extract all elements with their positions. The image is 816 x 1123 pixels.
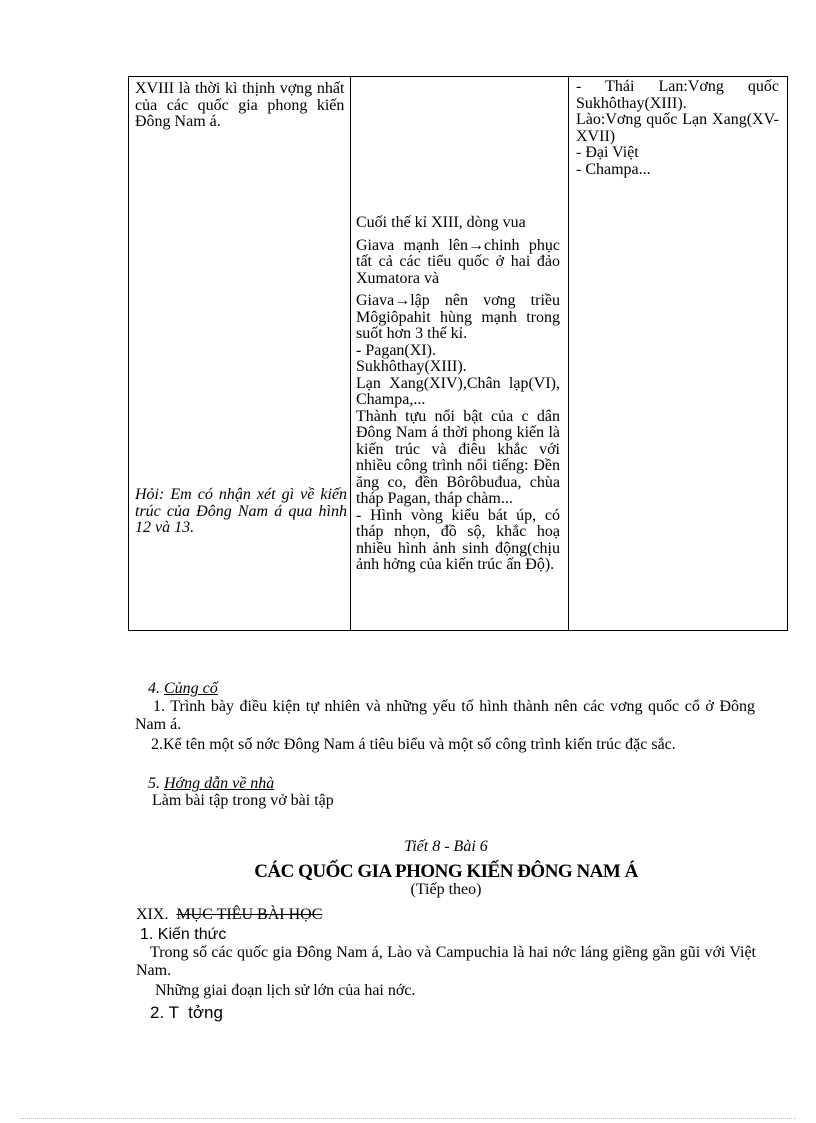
col3-line: - Thái Lan:Vơng quốc Sukhôthay(XIII). — [576, 78, 779, 112]
section4-title: Củng cố — [164, 680, 218, 697]
section5-num: 5. — [148, 775, 160, 792]
lesson-title: CÁC QUỐC GIA PHONG KIẾN ĐÔNG NAM Á — [254, 861, 638, 882]
footer-divider — [20, 1118, 796, 1119]
col3-notes — [576, 79, 779, 178]
section4-num: 4. — [148, 680, 160, 697]
col2-line: Giava mạnh lên→chinh phục tất cả các tiểu quốc ở hai đảo Xumatora và — [356, 236, 560, 287]
objectives-p1: Trong số các quốc gia Đông Nam á, Lào và Campuchia là hai nớc láng giềng gần gũi với Việt Nam. — [136, 944, 756, 979]
col3-line: Lào:Vơng quốc Lạn Xang(XV- XVII) — [576, 111, 779, 145]
col3-line: - Đại Việt — [576, 144, 639, 161]
col2-line: Sukhôthay(XIII). — [356, 358, 467, 375]
table-col-questions — [129, 77, 351, 631]
section5-title: Hớng dẫn về nhà — [164, 775, 275, 792]
section4-heading — [148, 680, 218, 698]
section5-item1: Làm bài tập trong vở bài tập — [152, 792, 334, 809]
col2-line: Thành tựu nổi bật của c dân Đông Nam á thời phong kiến là kiến trúc và điêu khắc với nhiều công trình nổi tiếng: Đền ăng co, đền Bôrôbuđua, chùa tháp Pagan, tháp chàm... — [356, 407, 560, 507]
objectives-title: MỤC TIÊU BÀI HỌC — [176, 906, 323, 923]
lesson-subtitle: Tiết 8 - Bài 6 — [404, 838, 488, 855]
objectives-num: XIX. — [136, 906, 169, 923]
col2-line: - Pagan(XI). — [356, 341, 436, 359]
col3-line: - Champa... — [576, 160, 651, 178]
section4-item1: 1. Trình bày điều kiện tự nhiên và những yếu tố hình thành nên các vơng quốc cổ ở Đông Nam á. — [135, 698, 755, 733]
objectives-heading — [136, 906, 322, 924]
col1-question: Hỏi: Em có nhận xét gì về kiến trúc của Đông Nam á qua hình 12 và 13. — [135, 486, 347, 536]
col2-line: Giava→lập nên vơng triều Môgiôpahit hùng mạnh trong suốt hơn 3 thế kỉ. — [356, 292, 560, 342]
col2-content — [356, 215, 560, 574]
lesson-note: (Tiếp theo) — [410, 881, 482, 898]
objectives-sub2: 2. T tởng — [150, 1003, 223, 1022]
col2-line: Lạn Xang(XIV),Chân lạp(VI), Champa,... — [356, 374, 560, 408]
section5-heading — [148, 775, 274, 793]
section4-item2: 2.Kể tên một số nớc Đông Nam á tiêu biểu và một số công trình kiến trúc đặc sắc. — [151, 736, 676, 753]
col2-line: - Hình vòng kiểu bát úp, có tháp nhọn, đồ sộ, khắc hoạ nhiều hình ảnh sinh động(chịu ảnh hởng của kiến trúc ấn Độ). — [356, 506, 560, 573]
col1-top-text: XVIII là thời kì thịnh vợng nhất của các quốc gia phong kiến Đông Nam á. — [135, 80, 345, 130]
col2-line: Cuối thế kỉ XIII, dòng vua — [356, 214, 526, 231]
objectives-sub1: 1. Kiến thức — [140, 926, 227, 943]
objectives-p2: Những giai đoạn lịch sử lớn của hai nớc. — [155, 982, 416, 999]
